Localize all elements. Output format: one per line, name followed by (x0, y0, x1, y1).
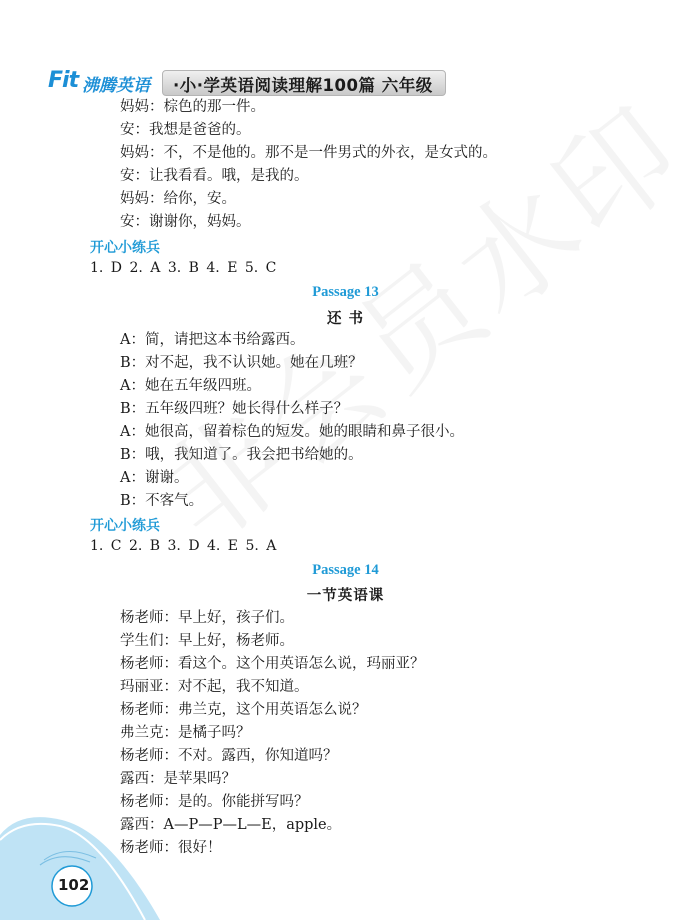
answer-key: 1. D 2. A 3. B 4. E 5. C (90, 260, 277, 276)
dialog-line: 杨老师：早上好，孩子们。 (120, 610, 294, 626)
dialog-line: 杨老师：看这个。这个用英语怎么说，玛丽亚？ (120, 656, 425, 672)
dialog-line: 安：谢谢你，妈妈。 (120, 214, 251, 230)
dialog-line: 安：我想是爸爸的。 (120, 122, 251, 138)
dialog-line: 露西：是苹果吗？ (120, 771, 236, 787)
book-title-bar (162, 70, 446, 96)
dialog-line: 学生们：早上好，杨老师。 (120, 633, 294, 649)
exercise-heading: 开心小练兵 (90, 240, 160, 256)
passage-label: Passage 14 (312, 562, 379, 578)
dialog-line: B：不客气。 (120, 493, 204, 509)
brand-logo: Fit (48, 68, 79, 93)
page-number: 102 (58, 876, 90, 894)
story-title: 还 书 (326, 311, 365, 327)
dialog-line: 杨老师：很好！ (120, 840, 222, 856)
book-title: ·小·学英语阅读理解100篇 六年级 (173, 76, 433, 95)
page-header (46, 68, 446, 96)
dialog-line: 杨老师：弗兰克，这个用英语怎么说？ (120, 702, 367, 718)
dialog-line: 弗兰克：是橘子吗？ (120, 725, 251, 741)
dialog-line: A：她在五年级四班。 (120, 378, 261, 394)
brand-name: 沸腾英语 (82, 76, 150, 96)
dialog-line: B：对不起，我不认识她。她在几班？ (120, 355, 363, 371)
dialog-line: 露西：A—P—P—L—E，apple。 (120, 817, 342, 833)
dialog-line: A：她很高，留着棕色的短发。她的眼睛和鼻子很小。 (120, 424, 464, 440)
dialog-line: B：哦，我知道了。我会把书给她的。 (120, 447, 363, 463)
answer-key: 1. C 2. B 3. D 4. E 5. A (90, 538, 277, 554)
dialog-line: 妈妈：不，不是他的。那不是一件男式的外衣，是女式的。 (120, 145, 497, 161)
dialog-line: 玛丽亚：对不起，我不知道。 (120, 679, 309, 695)
dialog-line: 杨老师：不对。露西，你知道吗？ (120, 748, 338, 764)
dialog-line: A：谢谢。 (120, 470, 189, 486)
dialog-line: 妈妈：棕色的那一件。 (120, 99, 265, 115)
exercise-heading: 开心小练兵 (90, 518, 160, 534)
dialog-line: 安：让我看看。哦，是我的。 (120, 168, 309, 184)
dialog-line: A：简，请把这本书给露西。 (120, 332, 305, 348)
story-title: 一节英语课 (306, 588, 385, 604)
dialog-line: 杨老师：是的。你能拼写吗？ (120, 794, 309, 810)
dialog-line: B：五年级四班？她长得什么样子？ (120, 401, 349, 417)
dialog-line: 妈妈：给你，安。 (120, 191, 236, 207)
passage-label: Passage 13 (312, 284, 379, 300)
